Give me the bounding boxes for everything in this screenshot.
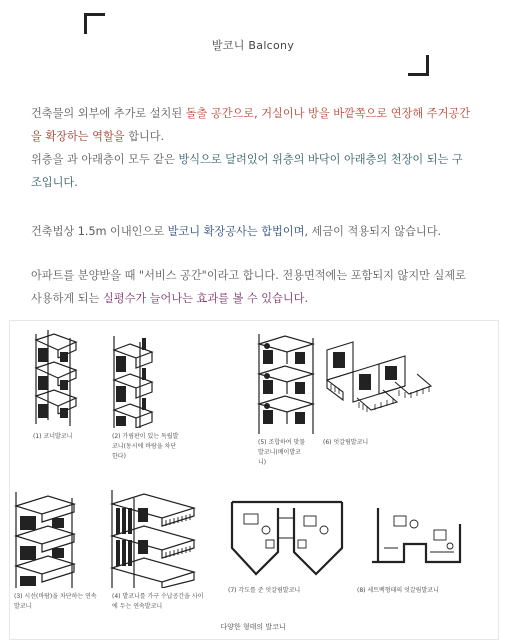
figure-corner-balcony: [30, 330, 82, 426]
caption-figure-4: (4) 발코니를 가구 수납공간을 사이 에 두는 연속발코니: [112, 593, 204, 610]
paragraph-service-space: [31, 264, 483, 310]
caption-figure-3: (3) 시선(바람)을 차단하는 연속 발코니: [14, 593, 97, 610]
caption-figure-6: (6) 엇갈림발코니: [323, 439, 369, 446]
text-run: 실평수가 늘어나는 효과를 볼 수 있습니다.: [102, 292, 309, 305]
caption-figure-8: (8) 세트백형태의 엇갈림발코니: [357, 587, 439, 594]
figure-continuous-balcony-screened: [12, 492, 78, 588]
figure-continuous-balcony-storage: [108, 490, 198, 588]
text-run: ,: [254, 107, 262, 120]
text-run: 아파트를 분양받을 때 "서비스 공간"이라고 합니다. 전용면적에는 포함되지 않지만 실제로: [31, 269, 466, 282]
figure-screened-balcony: [110, 336, 156, 428]
para3-line1: [31, 264, 483, 287]
text-run: 조입니다.: [31, 176, 78, 189]
text-run: 사용하게 되는: [31, 292, 103, 305]
paragraph-definition: [31, 102, 483, 194]
figure-bay-balcony: [255, 334, 317, 434]
corner-bracket-top-left: [84, 13, 105, 34]
text-run: 위층을 과 아래층이 모두 같은: [31, 153, 179, 166]
para1-line2: [31, 125, 483, 148]
text-run: , 세금이 적용되지 않습니다.: [304, 225, 442, 238]
text-run: 합니다.: [124, 130, 165, 143]
caption-figure-2: (2) 가림판이 있는 독립발 코니(동시에 바람을 차단 한다): [112, 433, 179, 460]
text-run: 건축법상 1.5m 이내인으로: [31, 225, 168, 238]
text-run: 을 확장하는 역할을: [31, 130, 125, 143]
para1-line1: [31, 102, 483, 125]
para1-line4: [31, 171, 483, 194]
text-run: 건축물의 외부에 추가로 설치된: [31, 107, 186, 120]
para3-line2: [31, 287, 483, 310]
text-run: 돌출 공간으로: [185, 107, 255, 120]
caption-figure-7: (7) 각도를 준 엇갈림발코니: [228, 587, 301, 594]
text-run: 거실이나 방을 바깥쪽으로 연장해 주거공간: [261, 107, 471, 120]
caption-figure-5: (5) 조합하여 맞물 발코니(베이발코 니): [258, 439, 306, 466]
paragraph-law: [31, 220, 483, 243]
text-run: 발코니 확장공사는 합법이며: [167, 225, 305, 238]
figure-angled-staggered-balcony: [226, 498, 348, 580]
figure-staggered-balcony: [323, 338, 433, 428]
caption-figure-1: (1) 코너발코니: [33, 433, 73, 440]
figure-setback-staggered-balcony: [370, 504, 466, 568]
corner-bracket-bottom-right: [408, 55, 429, 76]
page-title: 발코니 Balcony: [211, 39, 295, 52]
para1-line3: [31, 148, 483, 171]
text-run: 방식으로 달려있어 위층의 바닥이 아래층의 천장이 되는 구: [178, 153, 463, 166]
figure-caption: 다양한 형태의 발코니: [220, 623, 286, 631]
para2-line1: [31, 220, 483, 243]
